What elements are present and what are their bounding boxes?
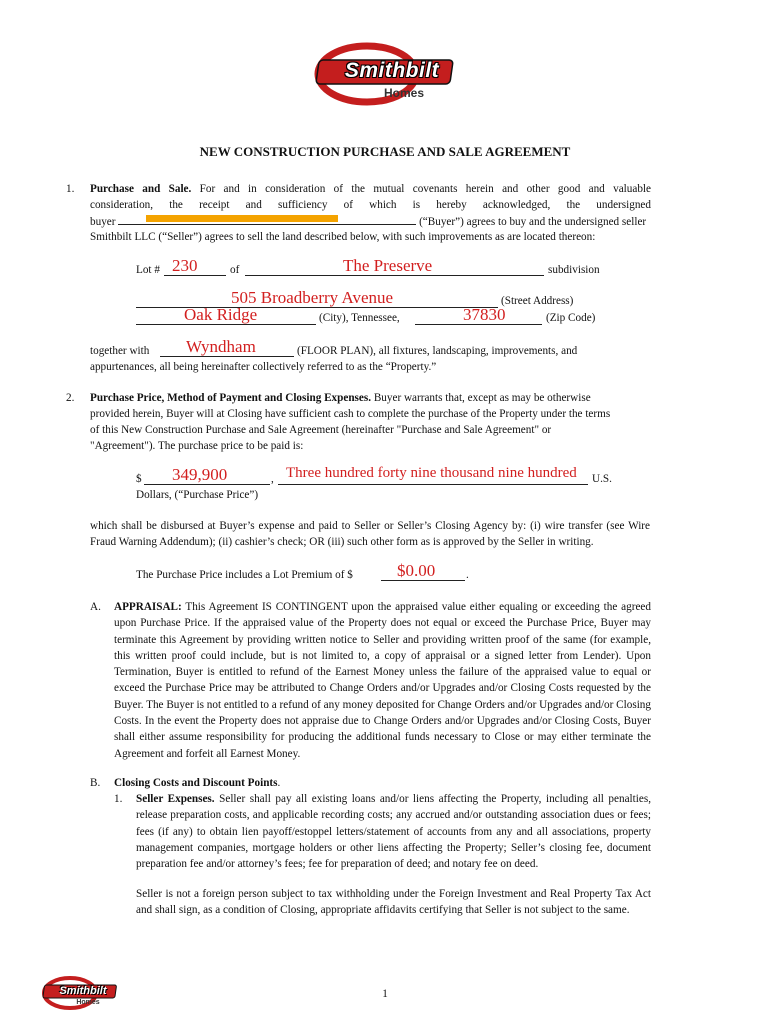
lot-number-value: 230 bbox=[172, 256, 198, 275]
section-b-heading-end: . bbox=[277, 777, 281, 789]
price-comma: , bbox=[271, 473, 274, 485]
footer-logo-sub-text: Homes bbox=[76, 999, 100, 1006]
zip-code-field[interactable] bbox=[415, 305, 542, 325]
section-b-heading-line bbox=[114, 775, 280, 791]
purchase-price-value: 349,900 bbox=[172, 465, 228, 484]
lot-premium-label: The Purchase Price includes a Lot Premium of $ bbox=[136, 569, 353, 581]
section-b-heading: Closing Costs and Discount Points bbox=[114, 777, 278, 789]
lot-number-field[interactable] bbox=[164, 256, 226, 276]
price-words-field[interactable] bbox=[278, 467, 588, 485]
section-2-number: 2. bbox=[66, 392, 75, 404]
foreign-person-text: Seller is not a foreign person subject to tax withholding under the Foreign Investment and Real Property Tax Act and shall sign, as a condition of Closing, appropriate affidavits certifying that Seller is not subject to the same. bbox=[136, 888, 651, 917]
appurtenances-text: appurtenances, all being hereinafter collectively referred to as the “Property.” bbox=[90, 361, 437, 373]
page-number: 1 bbox=[382, 988, 388, 1000]
section-1-line-1-text: For and in consideration of the mutual covenants herein and other good and valuable bbox=[199, 183, 651, 195]
section-b-item-1-body bbox=[136, 791, 651, 872]
section-b-item-1-number: 1. bbox=[114, 793, 123, 805]
seller-expenses-heading: Seller Expenses. bbox=[136, 793, 215, 805]
section-2-line-1 bbox=[90, 390, 655, 406]
city-value: Oak Ridge bbox=[184, 305, 258, 324]
zip-code-value: 37830 bbox=[463, 305, 506, 324]
us-label: U.S. bbox=[592, 473, 612, 485]
logo-sub-text: Homes bbox=[383, 86, 424, 100]
section-1-line-4: Smithbilt LLC (“Seller”) agrees to sell the land described below, with such improvements as are located thereon: bbox=[90, 231, 596, 243]
subdivision-label: subdivision bbox=[548, 264, 600, 276]
zip-code-label: (Zip Code) bbox=[546, 312, 596, 324]
street-address-label: (Street Address) bbox=[501, 295, 574, 307]
section-1-line-2: consideration, the receipt and sufficiency of which is hereby acknowledged, the undersigned bbox=[90, 199, 651, 211]
floor-plan-rest: (FLOOR PLAN), all fixtures, landscaping, improvements, and bbox=[297, 345, 578, 357]
section-2-line-4: "Agreement"). The purchase price to be paid is: bbox=[90, 440, 304, 452]
buyer-redaction-highlight bbox=[146, 215, 338, 222]
lot-label: Lot # bbox=[136, 264, 160, 276]
section-2-line-1-text: Buyer warrants that, except as may be otherwise bbox=[373, 392, 591, 404]
logo-brand-text: Smithbilt bbox=[344, 59, 440, 82]
price-words-value: Three hundred forty nine thousand nine hundred bbox=[286, 465, 577, 481]
buyer-suffix: (“Buyer”) agrees to buy and the undersigned seller bbox=[419, 216, 647, 228]
seller-expenses-text: Seller shall pay all existing loans and/or liens affecting the Property, including all penalties, release preparation costs, and applicable recording costs; any accrued and/or outstanding association dues or fees; fees (if any) to obtain lien payoff/estoppel letters/statement of accounts from any and all associations, property management companies, mortgage holders or other liens affecting the Property; Seller’s closing fee, document preparation fee and/or attorney’s fees; fee for preparation of deed; and notary fee on deed. bbox=[136, 793, 651, 871]
city-label: (City), Tennessee, bbox=[319, 312, 400, 324]
purchase-price-field[interactable] bbox=[144, 465, 270, 485]
section-a-body bbox=[114, 599, 651, 762]
section-1-number: 1. bbox=[66, 183, 75, 195]
section-2-line-3: of this New Construction Purchase and Sale Agreement (hereinafter "Purchase and Sale Agreement" or bbox=[90, 424, 552, 436]
floor-plan-value: Wyndham bbox=[186, 337, 256, 356]
lot-premium-value: $0.00 bbox=[397, 561, 436, 580]
together-label: together with bbox=[90, 345, 150, 357]
city-field[interactable] bbox=[136, 305, 316, 325]
section-a-text: This Agreement IS CONTINGENT upon the appraised value either equaling or exceeding the agreed upon Purchase Price. If the appraised value of the Property does not equal or exceed the Purchase Price, Buyer may terminate this Agreement by providing written notice to Seller and providing written proof of the same (for example, this written proof could include, but is not limited to, a copy of appraisal or a signed letter from Lender). Upon Termination, Buyer is entitled to refund of the Earnest Money unless the failure of the appraised value to equal or exceed the Purchase Price may be attributed to Change Orders and/or Upgrades and/or Closing Costs requested by the Buyer. The Buyer is not entitled to a refund of any money deposited for Change Orders and/or Upgrades and/or Closing Costs. In the event the Property does not appraise due to Change Orders and/or Upgrades and/or Closing Costs, Buyer shall either assume responsibility for producing the additional funds necessary to Close or may either terminate the Agreement and forfeit all Earnest Money. bbox=[114, 601, 651, 760]
street-address-value: 505 Broadberry Avenue bbox=[231, 288, 394, 307]
section-2-heading: Purchase Price, Method of Payment and Closing Expenses. bbox=[90, 392, 372, 404]
subdivision-value: The Preserve bbox=[343, 256, 433, 275]
footer-logo-brand-text: Smithbilt bbox=[59, 985, 107, 997]
floor-plan-field[interactable] bbox=[160, 337, 294, 357]
dollars-label: Dollars, (“Purchase Price”) bbox=[136, 489, 259, 501]
subdivision-field[interactable] bbox=[245, 256, 544, 276]
dollar-sign: $ bbox=[136, 473, 142, 485]
section-1-heading: Purchase and Sale. bbox=[90, 183, 192, 195]
section-1-line-1 bbox=[90, 181, 651, 197]
section-1-buyer-line bbox=[90, 213, 651, 230]
section-a-letter: A. bbox=[90, 601, 101, 613]
section-a-heading: APPRAISAL: bbox=[114, 601, 182, 613]
buyer-name-field[interactable] bbox=[118, 213, 416, 225]
lot-premium-end: . bbox=[466, 569, 469, 581]
lot-premium-field[interactable] bbox=[381, 561, 465, 581]
section-2-line-2: provided herein, Buyer will at Closing have sufficient cash to complete the purchase of the Property under the terms bbox=[90, 408, 611, 420]
buyer-label: buyer bbox=[90, 216, 116, 228]
section-b-letter: B. bbox=[90, 777, 101, 789]
of-label: of bbox=[230, 264, 240, 276]
document-title: NEW CONSTRUCTION PURCHASE AND SALE AGREEMENT bbox=[199, 144, 571, 159]
smithbilt-logo bbox=[310, 40, 460, 110]
disbursement-text: which shall be disbursed at Buyer’s expense and paid to Seller or Seller’s Closing Agency by: (i) wire transfer (see Wire Fraud Warning Addendum); (ii) cashier’s check; OR (iii) such other form as is approved by the Seller in writing. bbox=[90, 520, 650, 549]
